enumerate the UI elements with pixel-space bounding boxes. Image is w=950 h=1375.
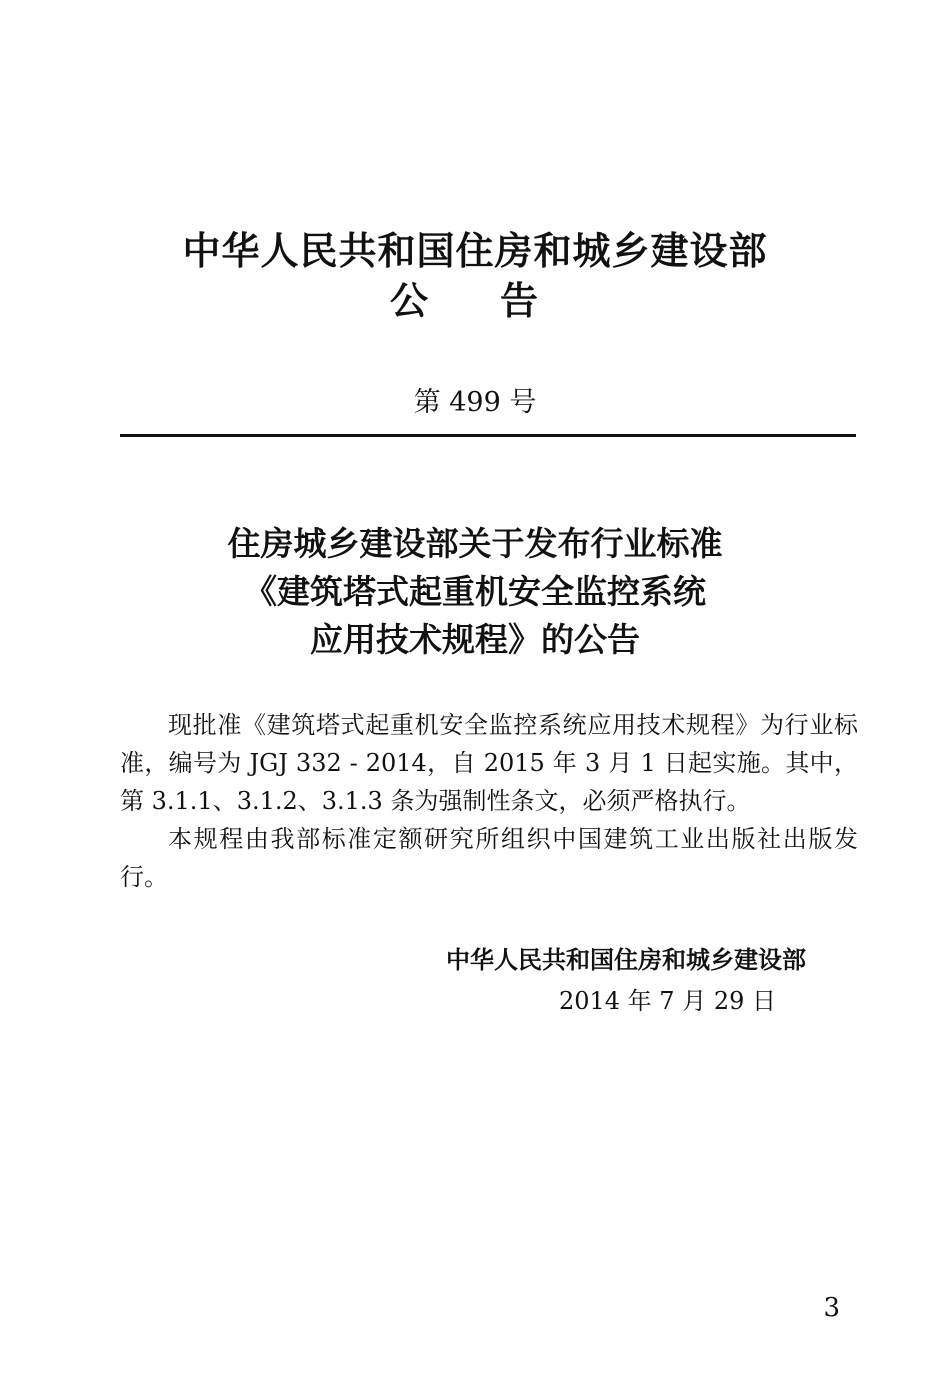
- notice-heading-line: 住房城乡建设部关于发布行业标准: [227, 524, 723, 563]
- notice-heading-line: 《建筑塔式起重机安全监控系统: [244, 572, 706, 611]
- issuer-title: 中华人民共和国住房和城乡建设部: [182, 229, 768, 273]
- notice-heading: [0, 520, 950, 664]
- signature-date: 2014 年 7 月 29 日: [558, 987, 776, 1015]
- signature-organization: 中华人民共和国住房和城乡建设部: [446, 946, 806, 974]
- body-paragraph: 现批准《建筑塔式起重机安全监控系统应用技术规程》为行业标准，编号为 JGJ 332 - 2014，自 2015 年 3 月 1 日起实施。其中，第 3.1.1、3.1.2、3.1.3 条为强制性条文，必须严格执行。: [120, 711, 858, 815]
- notice-body: [120, 706, 858, 896]
- body-paragraph: 本规程由我部标准定额研究所组织中国建筑工业出版社出版发行。: [120, 825, 858, 891]
- notice-heading-line: 应用技术规程》的公告: [310, 620, 640, 659]
- page-number: 3: [823, 1293, 840, 1323]
- title-divider: [120, 434, 856, 437]
- document-number: 第 499 号: [413, 387, 537, 418]
- document-type: 公告: [389, 279, 610, 323]
